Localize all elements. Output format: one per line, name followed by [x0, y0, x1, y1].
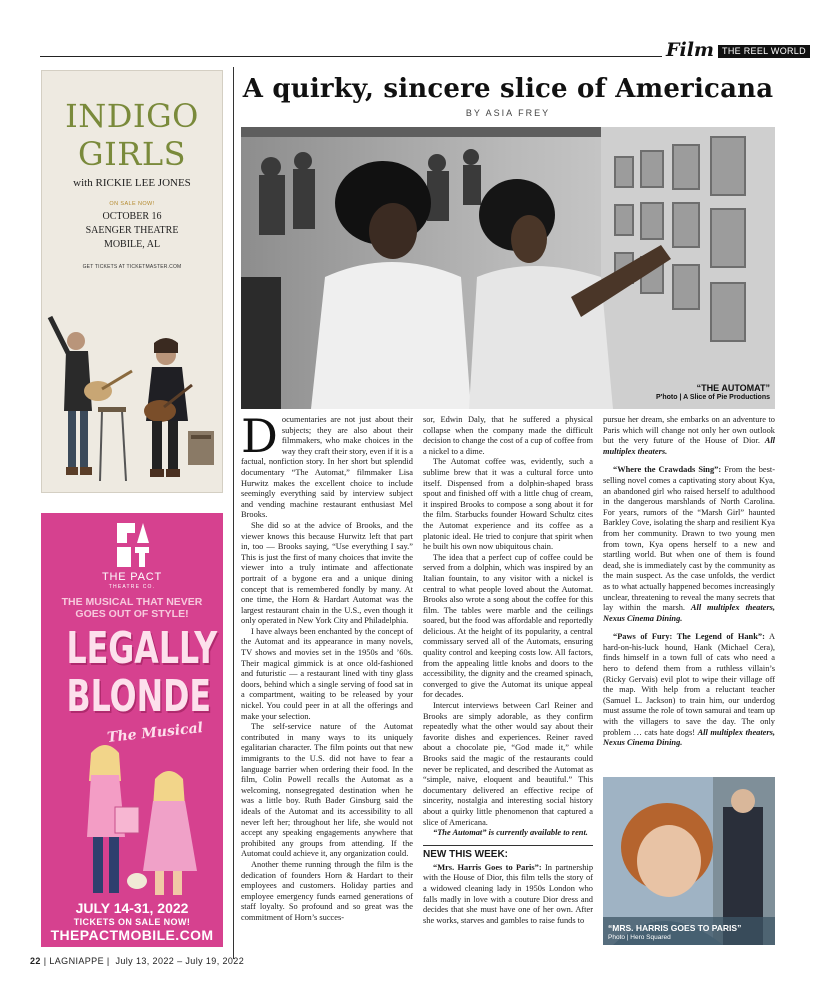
paragraph: The Automat coffee was, evidently, such a sublime brew that it was a cultural force unto itself. Dispensed from a dolphin-shaped brass spout and finished off with a little chug of cream, it inspired Brooks to compose a song about it for the film. Starbucks founder Howard Schultz cites the Automat experience and its coffee as a platonic ideal. He tried to conjure that spirit when he built his own now ubiquitous chain. [423, 457, 593, 552]
dropcap: D [241, 409, 278, 463]
pact-name: THE PACT [102, 571, 162, 583]
ad-title: INDIGO GIRLS [65, 97, 199, 173]
article-column-2 [423, 415, 593, 926]
paragraph: She did so at the advice of Brooks, and the viewer knows this because Hurwitz left that part in, too — Brooks saying, “Use everything I say.” This is just the first of many choices that invite the viewer into a truly intimate and affectionate portrait of a bygone era and a unique dining concept that is remembered fondly by many. At one time, the Horn & Hardart Automat was the largest restaurant chain in the U.S., even though it only operated in New York City and Philadelphia. [241, 520, 413, 626]
pact-logo-icon [103, 519, 161, 571]
paragraph: “Mrs. Harris Goes to Paris”: In partnership with the House of Dior, this film tells the story of a widowed cleaning lady in 1950s London who falls madly in love with a couture Dior dress and decides that she must have one of her own. After she works, starves and gambles to raise funds to [423, 862, 594, 925]
page-number: 22 [30, 956, 41, 966]
ad-date: OCTOBER 16 [102, 211, 162, 222]
ad-tickets: GET TICKETS AT TICKETMASTER.COM [82, 264, 182, 270]
issue-dates: July 13, 2022 – July 19, 2022 [115, 956, 245, 966]
paragraph: sor, Edwin Daly, that he suffered a physical collapse when the company made the difficult decision to change the cost of a cup of coffee from a nickel to a dime. [423, 415, 593, 456]
paragraph: “Where the Crawdads Sing”: From the best-selling novel comes a captivating story about Kya, an abandoned girl who raised herself to adulthood in the dangerous marshlands of North Carolina. For years, rumors of the “Marsh Girl” haunted Barkley Cove, isolating the sharp and resilient Kya from her community. Drawn to two young men from town, Kya opens herself to a new and startling world. But when one of them is found dead, she is immediately cast by the community as the main suspect. As the case unfolds, the verdict as to what actually happened becomes increasingly unclear, threatening to reveal the many secrets that lay within the marsh. All multiplex theaters, Nexus Cinema Dining. [603, 465, 775, 623]
cast-photo [41, 741, 223, 899]
ad-city: MOBILE, AL [103, 239, 161, 250]
article-column-1 [241, 409, 413, 924]
paragraph: “Paws of Fury: The Legend of Hank”: A hard-on-his-luck hound, Hank (Michael Cera), finds himself in a town full of cats who need a hero to defend them from a ruthless villain’s (Ricky Gervais) evil plot to wipe their village off the map. With help from a reluctant teacher (Samuel L. Jackson) to train him, our underdog must assume the role of town samurai and team up with the villagers to save the day. The only problem … cats hate dogs! All multiplex theaters, Nexus Cinema Dining. [603, 632, 776, 748]
performers-photo [42, 281, 223, 493]
show-subtitle: The Musical [106, 720, 204, 746]
ad-subtitle: with RICKIE LEE JONES [73, 177, 191, 189]
pact-subname: THEATRE CO. [108, 584, 156, 590]
availability-note: “The Automat” is currently available to rent. [433, 828, 588, 838]
show-title: BLONDE [66, 671, 212, 722]
legally-blonde-ad[interactable] [41, 513, 223, 947]
publication-name: LAGNIAPPE [49, 956, 104, 966]
pact-dates: JULY 14-31, 2022 [75, 900, 189, 916]
section-film-label: Film [666, 39, 715, 61]
paragraph: Documentaries are not just about their subjects; they are also about their filmmakers, who make choices in the way they craft their story, even if it is a factual, nonfiction story. In her short but splendid documentary “The Automat,” filmmaker Lisa Hurwitz makes the excellent choice to include seemingly everything said by interview subject and vending machine restaurant enthusiast Mel Brooks. [241, 409, 413, 520]
pact-tagline: GOES OUT OF STYLE! [75, 608, 189, 620]
ad-venue: SAENGER THEATRE [85, 225, 179, 236]
ad-on-sale: ON SALE NOW! [109, 201, 155, 207]
show-title: LEGALLY [66, 623, 218, 674]
header-rule [40, 56, 662, 57]
article-byline: BY ASIA FREY [465, 108, 551, 118]
paragraph: Intercut interviews between Carl Reiner and Brooks are simply adorable, as they confirm repeatedly what the other would say about their favorite dishes and experiences. Reiner raved about a chocolate pie, “God made it,” while Brooks said the magic of the restaurants could never be replicated, and described the Automat as “simple, naive, eloquent and beautiful.” This documentary delivered an effective recipe of sincerity, nostalgia and interesting social history about a quirky little phenomenon that captured a slice of Americana. [423, 701, 593, 827]
pact-sale: TICKETS ON SALE NOW! [73, 917, 191, 927]
paragraph: The idea that a perfect cup of coffee could be served from a dolphin, which was inspired by an Italian fountain, to any visitor with a nickel is central to what people loved about the Automat. Brooks also wrote a song about the coffee for this film. The tables were marble and the ceilings soared, but the food was affordable and reportedly delicious. At the height of its popularity, a central commissary served all of the Automats, ensuring quality control and keeping costs low. All factors, from the appealing little knobs and doors to the accessibility, the dignity and the creamed spinach, converged to give the Automat its unique appeal for decades. [423, 552, 593, 700]
harris-photo-caption: “MRS. HARRIS GOES TO PARIS” Photo | Hero Squared [608, 923, 742, 941]
pact-tagline: THE MUSICAL THAT NEVER [61, 596, 203, 608]
section-tag [666, 40, 810, 60]
paragraph: Another theme running through the film is the dedication of founders Horn & Hardart to their employees and customers. Holiday parties and employee emergency funds earned generations of staff loyalty. So profound and so great was the commitment of Horn’s succes- [241, 859, 413, 922]
photo-caption: “THE AUTOMAT” P'hoto | A Slice of Pie Productions [656, 383, 770, 401]
section-reel-label: THE REEL WORLD [718, 45, 810, 58]
new-this-week-heading: NEW THIS WEEK: [423, 845, 593, 861]
paragraph: I have always been enchanted by the concept of the Automat and its appearance in many novels, TV shows and movies set in the 1950s and ’60s. Their magical gimmick is at once old-fashioned and futuristic — a restaurant lined with tiny glass doors, behind which a single serving of food sat in a compartment, waiting to be released by your nickel. You could peer in at all the offerings and make your selection. [241, 626, 413, 721]
column-divider [233, 67, 234, 959]
page-footer: 22 | LAGNIAPPE | July 13, 2022 – July 19, 2022 [30, 956, 245, 966]
pact-url-link[interactable]: THEPACTMOBILE.COM [50, 927, 214, 943]
mrs-harris-photo [603, 777, 775, 945]
paragraph: pursue her dream, she embarks on an adventure to Paris which will change not only her own outlook but the very future of the House of Dior. All multiplex theaters. [603, 415, 775, 456]
article-column-3 [603, 415, 775, 749]
indigo-girls-ad[interactable] [41, 70, 223, 493]
automat-photo [241, 127, 775, 409]
article-headline: A quirky, sincere slice of Americana [242, 74, 774, 104]
paragraph: The self-service nature of the Automat contributed in many ways to its uniquely egalitarian character. The film points out that new immigrants to the U.S. did not have to fear a language barrier when ordering their food. In the film, Colin Powell recalls the Automat as a welcoming, nonsegregated destination when he was a little boy. Ruth Bader Ginsburg said the ideals of the Automat and its accessibility to all never left her; throughout her life, she would not accept any speaking engagements anywhere that prohibited any groups from attending. If the Automat could achieve it, any organization could. [241, 722, 413, 859]
